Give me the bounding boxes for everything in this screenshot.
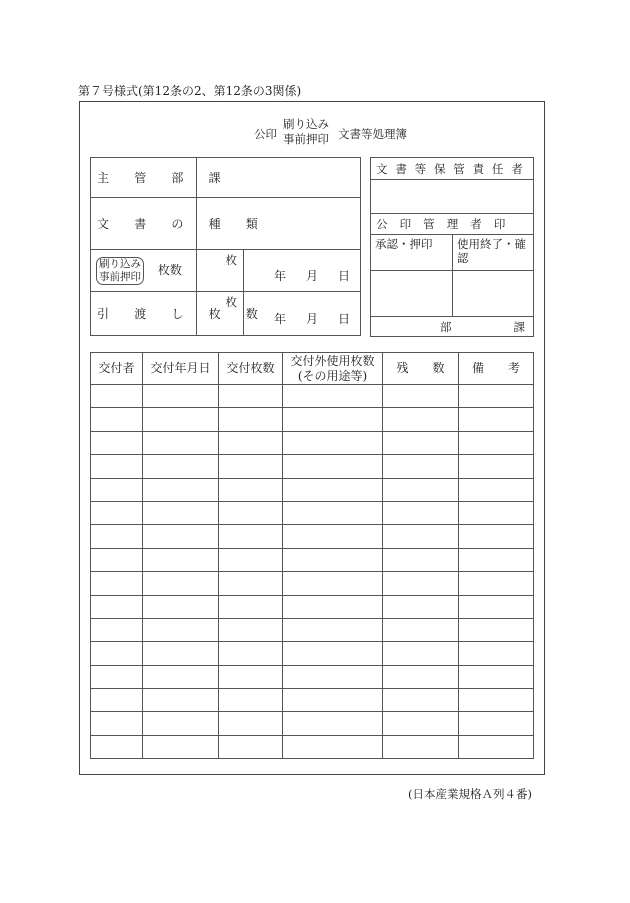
table-row [91, 689, 534, 712]
cell-issuer[interactable] [91, 618, 143, 641]
cell-other-use[interactable] [283, 665, 383, 688]
cell-other-use[interactable] [283, 595, 383, 618]
cell-remaining[interactable] [383, 642, 459, 665]
cell-issuer[interactable] [91, 689, 143, 712]
cell-remaining[interactable] [383, 548, 459, 571]
cell-issue-date[interactable] [143, 712, 219, 735]
cell-issuer[interactable] [91, 385, 143, 408]
stamp-count-field[interactable] [197, 250, 244, 292]
cell-notes[interactable] [459, 642, 534, 665]
cell-remaining[interactable] [383, 385, 459, 408]
col-header-remaining: 残 数 [383, 353, 459, 385]
handover-count-field[interactable] [197, 292, 244, 336]
handover-date-field[interactable] [244, 292, 361, 336]
title-prefix: 公印 [254, 127, 277, 141]
cell-notes[interactable] [459, 385, 534, 408]
cell-notes[interactable] [459, 689, 534, 712]
cell-issue-date[interactable] [143, 618, 219, 641]
cell-issue-date[interactable] [143, 408, 219, 431]
use-end-label: 使用終了・確認 [453, 235, 534, 271]
cell-issuer[interactable] [91, 712, 143, 735]
cell-other-use[interactable] [283, 455, 383, 478]
cell-other-use[interactable] [283, 408, 383, 431]
stamp-line2: 事前押印 [99, 270, 141, 283]
cell-remaining[interactable] [383, 712, 459, 735]
cell-issuer[interactable] [91, 735, 143, 758]
col-header-notes: 備 考 [459, 353, 534, 385]
cell-other-use[interactable] [283, 712, 383, 735]
cell-issue-date[interactable] [143, 642, 219, 665]
cell-remaining[interactable] [383, 501, 459, 524]
day-label: 日 [337, 269, 350, 283]
cell-issue-count[interactable] [219, 572, 283, 595]
doc-type-label: 文 書 の 種 類 [91, 198, 197, 250]
cell-other-use[interactable] [283, 385, 383, 408]
form-heading: 第７号様式(第12条の2、第12条の3関係) [78, 84, 302, 98]
cell-issue-count[interactable] [219, 408, 283, 431]
cell-other-use[interactable] [283, 689, 383, 712]
cell-issuer[interactable] [91, 572, 143, 595]
cell-notes[interactable] [459, 572, 534, 595]
cell-notes[interactable] [459, 525, 534, 548]
cell-issue-date[interactable] [143, 548, 219, 571]
dept-row [371, 317, 534, 337]
cell-remaining[interactable] [383, 525, 459, 548]
cell-notes[interactable] [459, 548, 534, 571]
cell-issue-date[interactable] [143, 665, 219, 688]
table-row [91, 642, 534, 665]
cell-issue-date[interactable] [143, 595, 219, 618]
table-row [91, 595, 534, 618]
approval-table [370, 157, 534, 337]
title-suffix: 文書等処理簿 [338, 127, 407, 141]
ka-label: 課 [513, 319, 525, 334]
approval-stamp-field[interactable] [371, 271, 453, 317]
approval-label: 承認・押印 [371, 235, 453, 271]
cell-other-use[interactable] [283, 618, 383, 641]
cell-issuer[interactable] [91, 431, 143, 454]
table-row [91, 665, 534, 688]
cell-issue-date[interactable] [143, 689, 219, 712]
cell-other-use[interactable] [283, 431, 383, 454]
cell-other-use[interactable] [283, 735, 383, 758]
table-row [91, 478, 534, 501]
cell-issue-count[interactable] [219, 712, 283, 735]
cell-notes[interactable] [459, 618, 534, 641]
cell-other-use[interactable] [283, 525, 383, 548]
other-use-line1: 交付外使用枚数 [290, 353, 375, 368]
cell-notes[interactable] [459, 501, 534, 524]
cell-remaining[interactable] [383, 478, 459, 501]
cell-issue-count[interactable] [219, 385, 283, 408]
cell-other-use[interactable] [283, 478, 383, 501]
month-label: 月 [305, 312, 318, 326]
cell-notes[interactable] [459, 455, 534, 478]
mai-unit: 枚 [225, 295, 237, 309]
year-label: 年 [273, 269, 286, 283]
dept-label: 主 管 部 課 [91, 158, 197, 198]
cell-issue-count[interactable] [219, 431, 283, 454]
cell-issuer[interactable] [91, 548, 143, 571]
col-header-issue-date: 交付年月日 [143, 353, 219, 385]
mai-unit: 枚 [225, 253, 237, 267]
cell-remaining[interactable] [383, 618, 459, 641]
cell-issue-date[interactable] [143, 501, 219, 524]
cell-issue-date[interactable] [143, 735, 219, 758]
cell-remaining[interactable] [383, 455, 459, 478]
cell-remaining[interactable] [383, 408, 459, 431]
cell-issue-date[interactable] [143, 572, 219, 595]
custodian-field[interactable] [371, 180, 534, 214]
cell-remaining[interactable] [383, 431, 459, 454]
form-title [79, 117, 545, 150]
table-row [91, 735, 534, 758]
table-row [91, 408, 534, 431]
cell-issue-count[interactable] [219, 689, 283, 712]
cell-issue-count[interactable] [219, 735, 283, 758]
cell-issue-count[interactable] [219, 665, 283, 688]
other-use-line2: (その用途等) [297, 368, 368, 383]
stamp-box [96, 257, 144, 285]
cell-issuer[interactable] [91, 501, 143, 524]
cell-issue-count[interactable] [219, 618, 283, 641]
day-label: 日 [337, 312, 350, 326]
cell-issue-count[interactable] [219, 548, 283, 571]
table-row [91, 548, 534, 571]
cell-issuer[interactable] [91, 455, 143, 478]
info-table [90, 157, 361, 336]
cell-remaining[interactable] [383, 572, 459, 595]
cell-remaining[interactable] [383, 689, 459, 712]
cell-remaining[interactable] [383, 665, 459, 688]
paper-size-note: (日本産業規格Ａ列４番) [408, 787, 532, 801]
col-header-other-use [283, 353, 383, 385]
year-label: 年 [273, 312, 286, 326]
cell-issue-count[interactable] [219, 642, 283, 665]
custodian-label: 文書等保管責任者 [371, 158, 534, 180]
cell-issue-count[interactable] [219, 478, 283, 501]
cell-other-use[interactable] [283, 642, 383, 665]
cell-issue-date[interactable] [143, 455, 219, 478]
title-stamp-line1: 刷り込み [283, 117, 329, 131]
table-row [91, 618, 534, 641]
handover-label: 引 渡 し 枚 数 [91, 292, 197, 336]
table-row [91, 455, 534, 478]
cell-remaining[interactable] [383, 595, 459, 618]
stamp-count-label [91, 250, 197, 292]
table-row [91, 572, 534, 595]
table-row [91, 385, 534, 408]
cell-notes[interactable] [459, 665, 534, 688]
cell-issuer[interactable] [91, 478, 143, 501]
title-stamp [283, 117, 329, 147]
cell-issue-count[interactable] [219, 455, 283, 478]
col-header-issuer: 交付者 [91, 353, 143, 385]
cell-notes[interactable] [459, 478, 534, 501]
cell-issuer[interactable] [91, 642, 143, 665]
cell-issue-date[interactable] [143, 385, 219, 408]
cell-notes[interactable] [459, 735, 534, 758]
cell-notes[interactable] [459, 595, 534, 618]
cell-issuer[interactable] [91, 525, 143, 548]
log-body [91, 385, 534, 759]
table-row [91, 501, 534, 524]
cell-notes[interactable] [459, 712, 534, 735]
cell-issue-date[interactable] [143, 478, 219, 501]
use-end-stamp-field[interactable] [453, 271, 534, 317]
cell-issuer[interactable] [91, 665, 143, 688]
cell-issue-count[interactable] [219, 595, 283, 618]
cell-notes[interactable] [459, 431, 534, 454]
table-row [91, 431, 534, 454]
cell-issue-count[interactable] [219, 501, 283, 524]
cell-issue-date[interactable] [143, 525, 219, 548]
col-header-issue-count: 交付枚数 [219, 353, 283, 385]
cell-notes[interactable] [459, 408, 534, 431]
stamp-line1: 刷り込み [99, 257, 141, 270]
table-row [91, 525, 534, 548]
bu-label: 部 [440, 319, 452, 334]
month-label: 月 [305, 269, 318, 283]
cell-issue-date[interactable] [143, 431, 219, 454]
table-row [91, 712, 534, 735]
cell-issuer[interactable] [91, 595, 143, 618]
log-table [90, 352, 534, 759]
cell-other-use[interactable] [283, 501, 383, 524]
manager-label: 公印管理者印 [371, 214, 534, 235]
cell-other-use[interactable] [283, 548, 383, 571]
cell-remaining[interactable] [383, 735, 459, 758]
stamp-date-field[interactable] [244, 250, 361, 292]
cell-other-use[interactable] [283, 572, 383, 595]
cell-issue-count[interactable] [219, 525, 283, 548]
cell-issuer[interactable] [91, 408, 143, 431]
title-stamp-line2: 事前押印 [283, 132, 329, 146]
count-label: 枚数 [157, 263, 182, 277]
